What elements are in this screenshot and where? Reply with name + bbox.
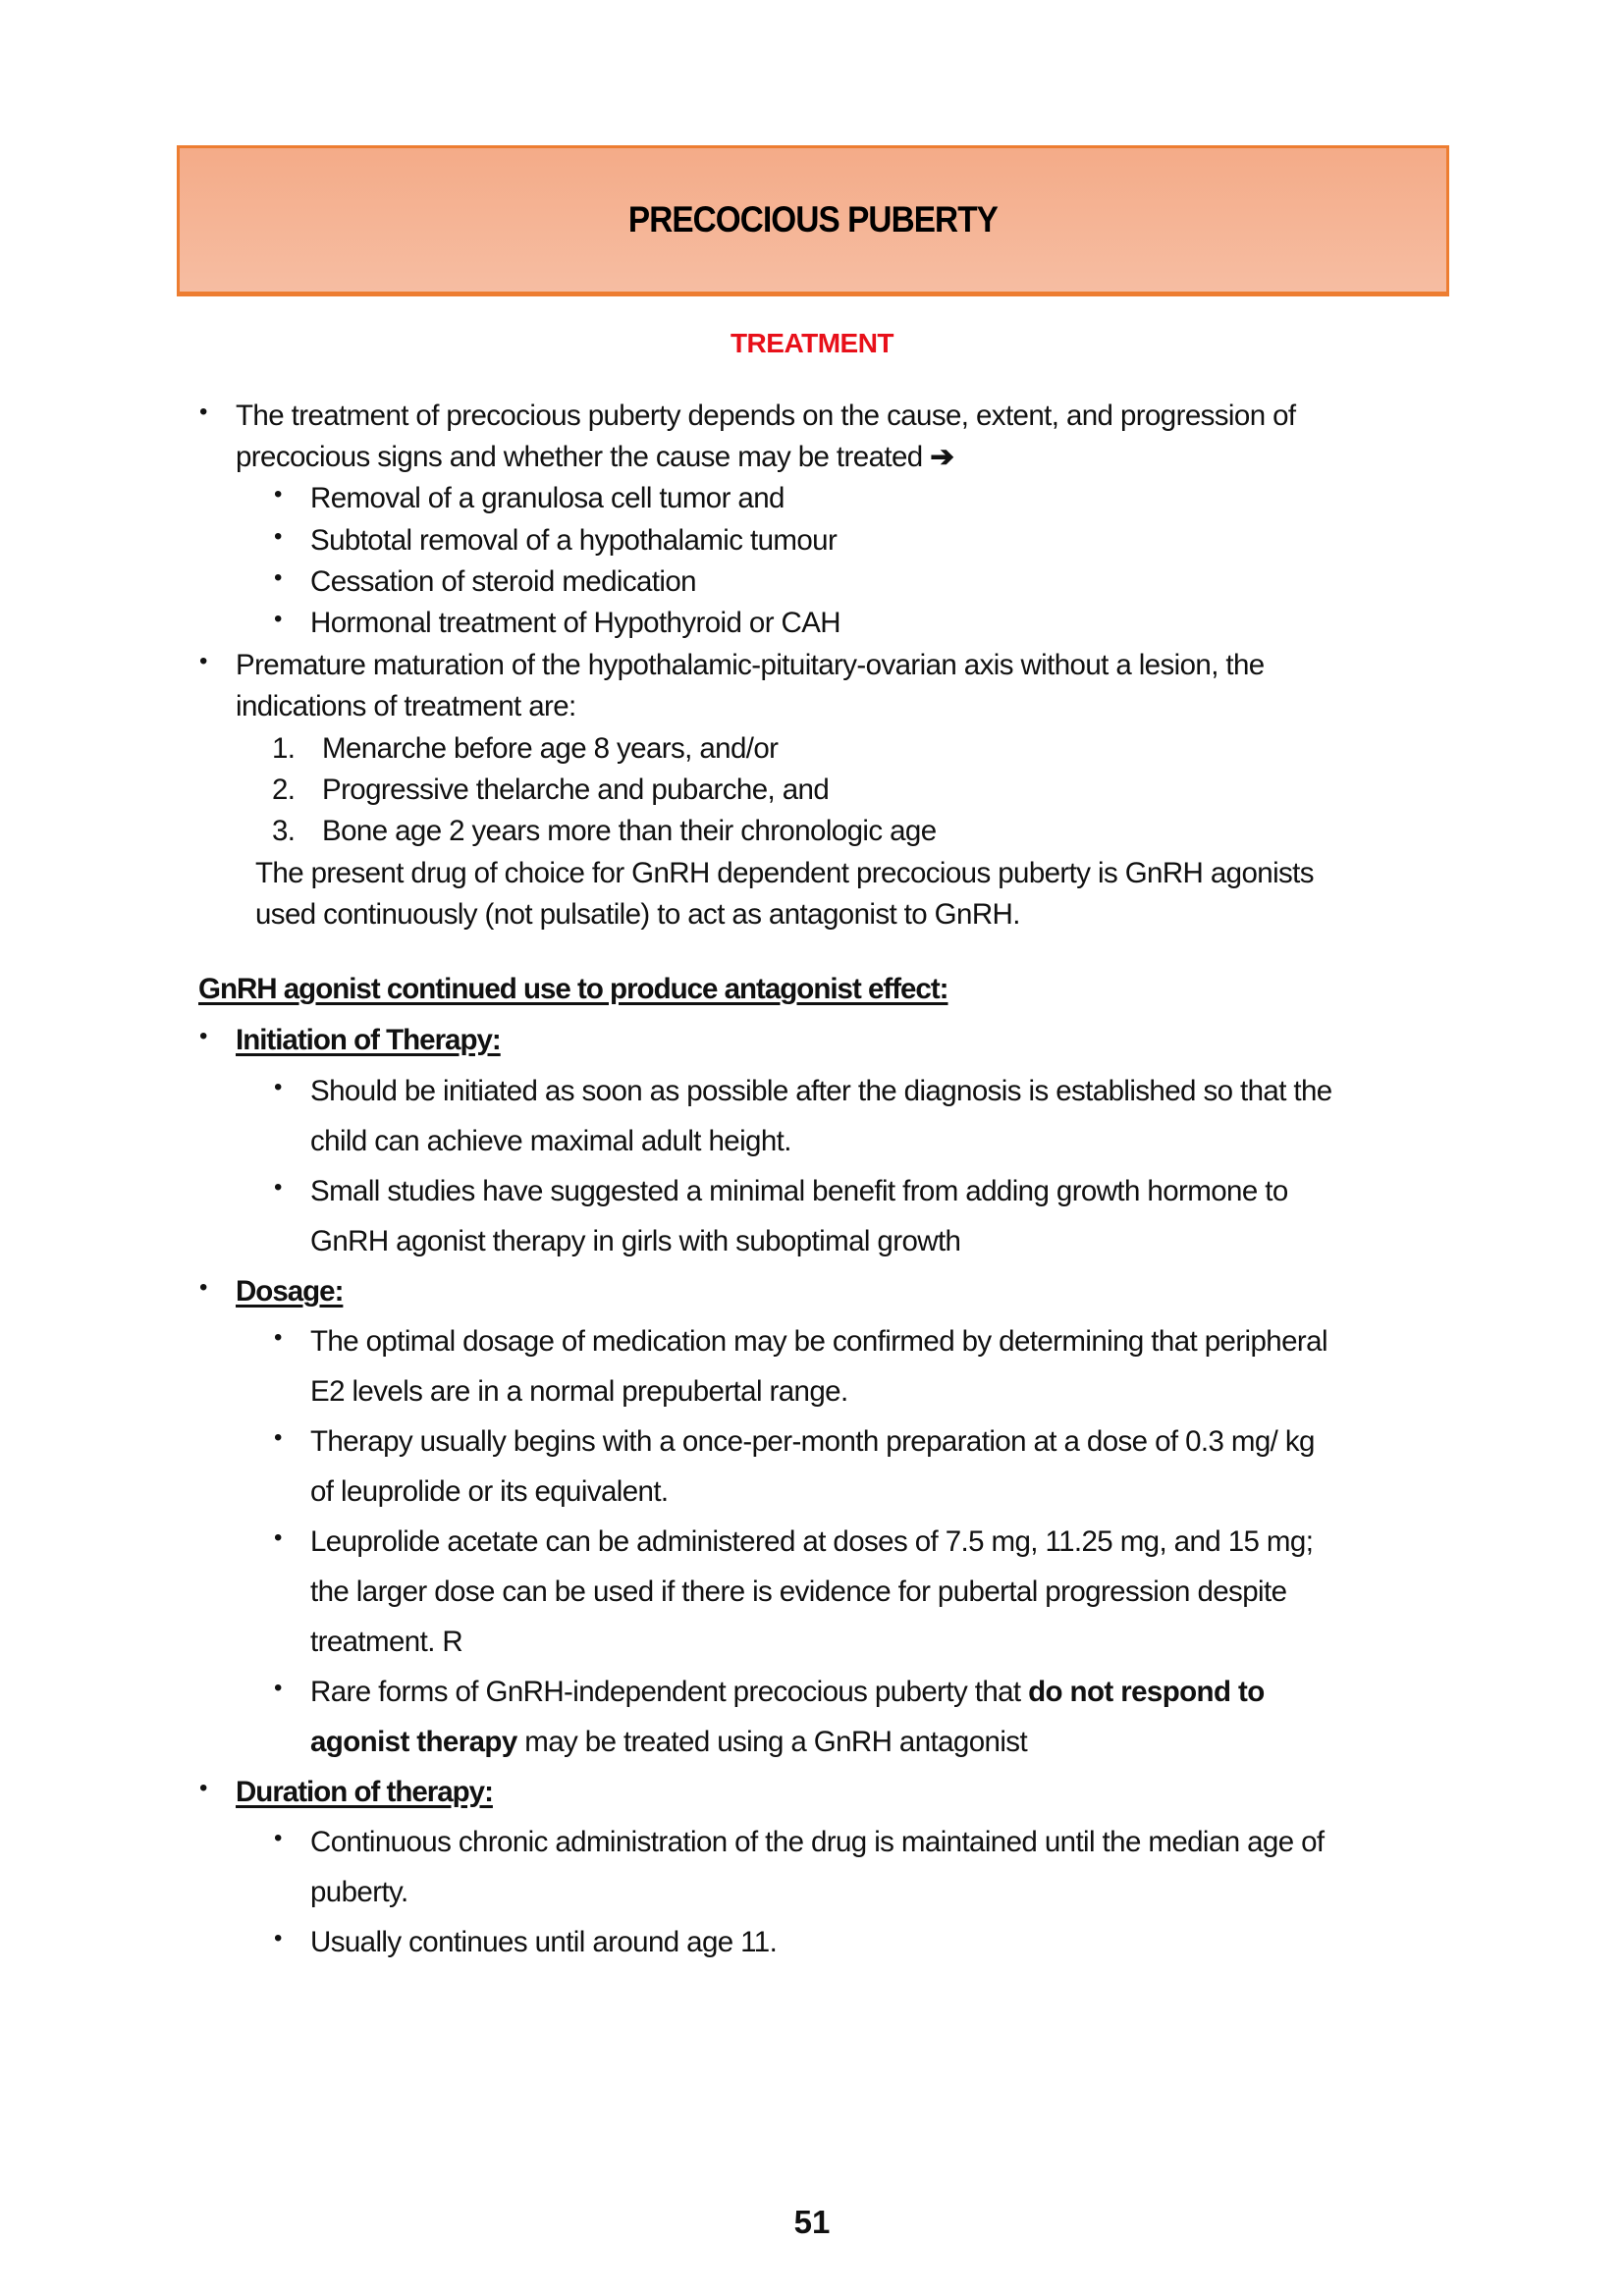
list-item: The optimal dosage of medication may be confirmed by determining that peripheral [310, 1325, 1327, 1358]
list-item: Usually continues until around age 11. [310, 1926, 778, 1958]
bullet-icon: • [274, 1324, 283, 1351]
bullet-icon: • [274, 564, 283, 591]
bullet-icon: • [274, 1925, 283, 1951]
intro-bullet2-line1: Premature maturation of the hypothalamic-pituitary-ovarian axis without a lesion, the [236, 649, 1265, 681]
bullet-icon: • [274, 523, 283, 550]
intro-bullet2-line2: indications of treatment are: [236, 690, 576, 722]
bullet-icon: • [199, 1775, 208, 1801]
dosage-label: Dosage: [236, 1275, 344, 1308]
list-number: 2. [272, 774, 296, 806]
drug-choice-note-line2: used continuously (not pulsatile) to act as antagonist to GnRH. [255, 898, 1020, 931]
list-item: Subtotal removal of a hypothalamic tumour [310, 524, 838, 557]
bullet-icon: • [274, 1174, 283, 1201]
list-item: Small studies have suggested a minimal benefit from adding growth hormone to [310, 1175, 1288, 1207]
duration-label: Duration of therapy: [236, 1776, 493, 1808]
list-item: Hormonal treatment of Hypothyroid or CAH [310, 607, 841, 639]
bullet-icon: • [274, 1825, 283, 1851]
page-number: 51 [793, 2204, 831, 2240]
bullet-icon: • [199, 399, 208, 425]
list-item: Progressive thelarche and pubarche, and [322, 774, 830, 806]
bullet-icon: • [274, 1675, 283, 1701]
initiation-label: Initiation of Therapy: [236, 1024, 501, 1056]
right-arrow-icon: ➔ [930, 441, 954, 473]
list-item: Leuprolide acetate can be administered at doses of 7.5 mg, 11.25 mg, and 15 mg; [310, 1525, 1314, 1558]
list-item: Removal of a granulosa cell tumor and [310, 482, 785, 514]
list-item-cont: GnRH agonist therapy in girls with suboptimal growth [310, 1225, 961, 1257]
gnrh-heading: GnRH agonist continued use to produce antagonist effect: [198, 973, 948, 1005]
intro-bullet1-line2-text: precocious signs and whether the cause may be treated [236, 441, 923, 473]
list-item: Bone age 2 years more than their chronologic age [322, 815, 937, 847]
rare-text-pre: Rare forms of GnRH-independent precocious puberty that [310, 1676, 1029, 1708]
bullet-icon: • [199, 1023, 208, 1049]
list-item-rare-line2 [310, 1725, 1027, 1760]
bullet-icon: • [274, 481, 283, 507]
section-heading-treatment: TREATMENT [730, 328, 894, 358]
list-item-cont: puberty. [310, 1876, 408, 1908]
list-item: Cessation of steroid medication [310, 565, 696, 598]
list-item: Should be initiated as soon as possible after the diagnosis is established so that the [310, 1075, 1332, 1107]
title-banner [177, 145, 1449, 296]
rare-text-post: may be treated using a GnRH antagonist [516, 1726, 1028, 1758]
list-item-cont: treatment. R [310, 1626, 463, 1658]
intro-bullet1-line1: The treatment of precocious puberty depends on the cause, extent, and progression of [236, 400, 1296, 432]
bullet-icon: • [274, 1524, 283, 1551]
bullet-icon: • [199, 648, 208, 674]
list-item-cont: E2 levels are in a normal prepubertal range. [310, 1375, 848, 1408]
rare-text-bold1: do not respond to [1028, 1676, 1265, 1708]
list-item: Continuous chronic administration of the drug is maintained until the median age of [310, 1826, 1325, 1858]
bullet-icon: • [199, 1274, 208, 1301]
list-item-cont: child can achieve maximal adult height. [310, 1125, 791, 1157]
list-number: 1. [272, 732, 296, 765]
list-item-cont: of leuprolide or its equivalent. [310, 1475, 669, 1508]
list-number: 3. [272, 815, 296, 847]
intro-bullet1-line2 [236, 440, 953, 475]
list-item-rare-line1 [310, 1675, 1265, 1710]
bullet-icon: • [274, 606, 283, 632]
page-title: PRECOCIOUS PUBERTY [627, 199, 999, 240]
bullet-icon: • [274, 1424, 283, 1451]
bullet-icon: • [274, 1074, 283, 1100]
drug-choice-note-line1: The present drug of choice for GnRH dependent precocious puberty is GnRH agonists [255, 857, 1314, 889]
list-item-cont: the larger dose can be used if there is evidence for pubertal progression despite [310, 1575, 1287, 1608]
rare-text-bold2: agonist therapy [310, 1726, 517, 1758]
list-item: Therapy usually begins with a once-per-month preparation at a dose of 0.3 mg/ kg [310, 1425, 1315, 1458]
list-item: Menarche before age 8 years, and/or [322, 732, 779, 765]
